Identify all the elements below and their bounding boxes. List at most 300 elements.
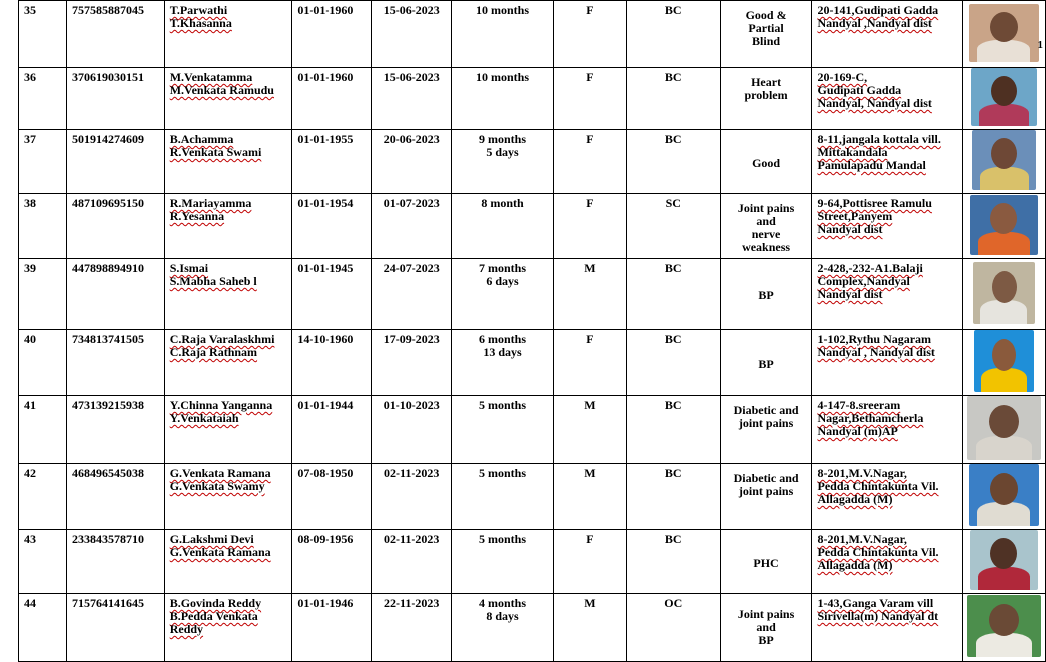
health-cell: [720, 68, 812, 130]
name-cell: [164, 1, 292, 68]
beneficiary-name-text: Y.Chinna Yanganna: [169, 398, 273, 412]
address-line-text: Allagadda (M): [817, 558, 893, 572]
admission-date: 22-11-2023: [384, 596, 440, 610]
beneficiary-photo: [970, 195, 1038, 255]
category-cell: [626, 530, 720, 594]
date-of-birth: 14-10-1960: [297, 332, 354, 346]
photo-cell: [963, 530, 1046, 594]
photo-cell: [963, 464, 1046, 530]
id-number: 447898894910: [72, 261, 145, 275]
duration-cell: [452, 396, 554, 464]
serial-cell: [19, 464, 67, 530]
duration-cell: [452, 194, 554, 259]
gender: F: [586, 532, 594, 546]
id-number: 473139215938: [72, 398, 145, 412]
address-line-text: 20-141,Gudipati Gadda: [817, 3, 939, 17]
date-cell: [372, 130, 452, 194]
gender-cell: [553, 396, 626, 464]
id-cell: [67, 330, 165, 396]
category-cell: [626, 396, 720, 464]
name-cell: [164, 68, 292, 130]
gender-cell: [553, 1, 626, 68]
photo-body: [978, 567, 1030, 590]
beneficiary-photo: [971, 68, 1037, 126]
health-line: Heart: [751, 75, 782, 89]
address-line-text: Mittakandala: [817, 145, 888, 159]
name-cell: [164, 464, 292, 530]
dob-cell: [292, 68, 372, 130]
guardian-name-text: M.Venkata Ramudu: [169, 83, 274, 97]
beneficiary-name-text: B.Achamma: [169, 132, 234, 146]
date-of-birth: 01-01-1946: [297, 596, 354, 610]
id-cell: [67, 194, 165, 259]
table-row: [19, 396, 1046, 464]
name-cell: [164, 330, 292, 396]
admission-date: 01-07-2023: [383, 196, 440, 210]
id-cell: [67, 259, 165, 330]
address-line: [817, 223, 957, 236]
dob-cell: [292, 530, 372, 594]
category: BC: [664, 398, 682, 412]
date-cell: [372, 194, 452, 259]
photo-face: [992, 271, 1017, 303]
address-line-text: Gudipati Gadda: [817, 83, 902, 97]
address-line-text: Nandyal ,Nandyal dist: [817, 16, 932, 30]
health-line: Partial: [748, 21, 784, 35]
photo-cell: [963, 68, 1046, 130]
date-of-birth: 01-01-1945: [297, 261, 354, 275]
guardian-name: [170, 275, 287, 288]
admission-date: 01-10-2023: [383, 398, 440, 412]
photo-cell: [963, 1, 1046, 68]
health-line: problem: [744, 88, 788, 102]
date-cell: [372, 464, 452, 530]
serial-number: 36: [24, 70, 36, 84]
date-of-birth: 01-01-1960: [297, 3, 354, 17]
photo-face: [989, 604, 1019, 636]
guardian-name: [170, 146, 287, 159]
name-cell: [164, 530, 292, 594]
health-cell: [720, 530, 812, 594]
table-row: [19, 330, 1046, 396]
duration-line: 13 days: [483, 345, 522, 359]
beneficiary-photo: [969, 4, 1039, 62]
address-cell: [812, 259, 963, 330]
serial-cell: [19, 594, 67, 662]
gender: M: [584, 398, 596, 412]
category: BC: [664, 3, 682, 17]
beneficiary-name-text: C.Raja Varalaskhmi: [169, 332, 275, 346]
id-number: 715764141645: [72, 596, 145, 610]
photo-body: [976, 436, 1032, 460]
address-cell: [812, 594, 963, 662]
gender: F: [586, 132, 594, 146]
id-number: 370619030151: [72, 70, 145, 84]
date-of-birth: 01-01-1944: [297, 398, 354, 412]
photo-face: [992, 339, 1016, 371]
guardian-name: [170, 17, 287, 30]
photo-cell: [963, 259, 1046, 330]
photo-body: [977, 40, 1030, 62]
serial-number: 38: [24, 196, 36, 210]
photo-cell: [963, 396, 1046, 464]
address-line-text: 2-428,-232-A1.Balaji: [817, 261, 923, 275]
gender: F: [586, 196, 594, 210]
category-cell: [626, 1, 720, 68]
address-line-text: 1-43,Ganga Varam vill: [817, 596, 934, 610]
photo-cell: [963, 330, 1046, 396]
health-line: Diabetic and: [733, 471, 799, 485]
serial-cell: [19, 259, 67, 330]
photo-body: [980, 300, 1027, 324]
beneficiary-name-text: T.Parwathi: [169, 3, 228, 17]
photo-face: [989, 405, 1019, 438]
admission-date: 02-11-2023: [384, 532, 440, 546]
date-of-birth: 01-01-1954: [297, 196, 354, 210]
photo-body: [977, 502, 1030, 526]
gender-cell: [553, 194, 626, 259]
health-cell: [720, 1, 812, 68]
serial-cell: [19, 130, 67, 194]
id-number: 468496545038: [72, 466, 145, 480]
photo-cell: [963, 194, 1046, 259]
duration-cell: [452, 594, 554, 662]
date-of-birth: 07-08-1950: [297, 466, 354, 480]
duration-line: 7 months: [479, 261, 527, 275]
address-line-text: 9-64,Pottisree Ramulu: [817, 196, 932, 210]
id-number: 501914274609: [72, 132, 145, 146]
address-line-text: Nandyal , Nandyal dist: [817, 345, 935, 359]
address-line-text: Nagar,Bethamcherla: [817, 411, 924, 425]
address-line-text: 8-201,M.V.Nagar,: [817, 532, 907, 546]
address-cell: [812, 530, 963, 594]
id-number: 734813741505: [72, 332, 145, 346]
id-cell: [67, 594, 165, 662]
gender-cell: [553, 330, 626, 396]
category: BC: [664, 70, 682, 84]
duration-line: 10 months: [476, 70, 530, 84]
duration-line: 9 months: [479, 132, 527, 146]
duration-cell: [452, 130, 554, 194]
admission-date: 15-06-2023: [383, 3, 440, 17]
dob-cell: [292, 396, 372, 464]
beneficiary-table: [18, 0, 1046, 662]
page-number-mark: 1: [1037, 39, 1043, 51]
health-line: joint pains: [738, 484, 794, 498]
photo-face: [991, 138, 1017, 169]
date-cell: [372, 259, 452, 330]
duration-line: 5 months: [479, 466, 527, 480]
gender-cell: [553, 464, 626, 530]
guardian-name-text: T.Khasanna: [169, 16, 232, 30]
health-line: Diabetic and: [733, 403, 799, 417]
serial-cell: [19, 530, 67, 594]
beneficiary-photo: [970, 530, 1038, 590]
guardian-name-text: Y.Venkataiah: [169, 411, 239, 425]
address-line-text: 1-102,Rythu Nagaram: [817, 332, 932, 346]
dob-cell: [292, 594, 372, 662]
beneficiary-name-text: R.Mariayamma: [169, 196, 252, 210]
admission-date: 17-09-2023: [383, 332, 440, 346]
table-row: [19, 464, 1046, 530]
name-cell: [164, 396, 292, 464]
table-row: [19, 130, 1046, 194]
name-cell: [164, 259, 292, 330]
duration-cell: [452, 330, 554, 396]
duration-line: 6 days: [486, 274, 519, 288]
date-cell: [372, 594, 452, 662]
guardian-name: [170, 84, 287, 97]
name-cell: [164, 130, 292, 194]
date-of-birth: 01-01-1960: [297, 70, 354, 84]
date-cell: [372, 1, 452, 68]
category: OC: [664, 596, 683, 610]
guardian-name-text: G.Venkata Swamy: [169, 479, 265, 493]
address-cell: [812, 68, 963, 130]
dob-cell: [292, 1, 372, 68]
guardian-name: [170, 610, 287, 636]
admission-date: 20-06-2023: [383, 132, 440, 146]
address-cell: [812, 464, 963, 530]
admission-date: 02-11-2023: [384, 466, 440, 480]
category: BC: [664, 261, 682, 275]
guardian-name: [170, 346, 287, 359]
address-line: [817, 559, 957, 572]
duration-line: 10 months: [476, 3, 530, 17]
table-row: [19, 594, 1046, 662]
duration-cell: [452, 1, 554, 68]
beneficiary-photo: [972, 130, 1036, 190]
address-cell: [812, 396, 963, 464]
photo-body: [981, 368, 1027, 392]
photo-face: [990, 12, 1018, 42]
gender-cell: [553, 130, 626, 194]
category: BC: [664, 132, 682, 146]
category-cell: [626, 330, 720, 396]
id-number: 757585887045: [72, 3, 145, 17]
name-cell: [164, 194, 292, 259]
category: BC: [664, 532, 682, 546]
duration-line: 5 months: [479, 398, 527, 412]
beneficiary-name-text: S.Ismai: [169, 261, 209, 275]
address-line-text: Sirivella(m) Nandyal dt: [817, 609, 939, 623]
date-of-birth: 08-09-1956: [297, 532, 354, 546]
guardian-name: [170, 412, 287, 425]
id-cell: [67, 396, 165, 464]
category-cell: [626, 464, 720, 530]
serial-cell: [19, 194, 67, 259]
id-cell: [67, 464, 165, 530]
category: BC: [664, 466, 682, 480]
photo-body: [979, 104, 1029, 126]
health-cell: [720, 130, 812, 194]
guardian-name-text: C.Raja Rathnam: [169, 345, 258, 359]
photo-body: [978, 232, 1030, 255]
health-line: nerve: [751, 227, 781, 241]
address-line-text: Pedda Chintakunta Vil.: [817, 545, 939, 559]
photo-face: [991, 76, 1017, 106]
address-line: [817, 97, 957, 110]
beneficiary-photo: [974, 330, 1034, 392]
duration-line: 5 days: [486, 145, 519, 159]
health-line: Blind: [752, 34, 781, 48]
address-line-text: Allagadda (M): [817, 492, 893, 506]
photo-body: [976, 633, 1032, 657]
address-line-text: 8-11,jangala kottala vill.: [817, 132, 941, 146]
health-line: BP: [758, 356, 774, 371]
beneficiary-name-text: B.Govinda Reddy: [169, 596, 262, 610]
health-cell: [720, 330, 812, 396]
beneficiary-name-text: M.Venkatamma: [169, 70, 253, 84]
category: BC: [664, 332, 682, 346]
duration-cell: [452, 68, 554, 130]
id-cell: [67, 68, 165, 130]
address-line-text: 8-201,M.V.Nagar,: [817, 466, 907, 480]
address-cell: [812, 130, 963, 194]
health-cell: [720, 259, 812, 330]
gender: F: [586, 3, 594, 17]
address-line-text: Nandyal, Nandyal dist: [817, 96, 932, 110]
id-cell: [67, 1, 165, 68]
address-line-text: 4-147-8.sreeram: [817, 398, 901, 412]
dob-cell: [292, 194, 372, 259]
serial-number: 35: [24, 3, 36, 17]
category-cell: [626, 68, 720, 130]
duration-line: 8 month: [481, 196, 524, 210]
health-line: and: [756, 620, 776, 634]
address-line: [817, 425, 957, 438]
gender: M: [584, 596, 596, 610]
serial-number: 43: [24, 532, 36, 546]
health-line: Joint pains: [737, 201, 795, 215]
gender-cell: [553, 259, 626, 330]
admission-date: 15-06-2023: [383, 70, 440, 84]
gender: M: [584, 466, 596, 480]
guardian-name: [170, 210, 287, 223]
address-cell: [812, 330, 963, 396]
dob-cell: [292, 130, 372, 194]
serial-number: 44: [24, 596, 36, 610]
date-cell: [372, 530, 452, 594]
category-cell: [626, 594, 720, 662]
duration-cell: [452, 464, 554, 530]
beneficiary-photo: [969, 464, 1039, 526]
address-line: [817, 288, 957, 301]
category: SC: [665, 196, 681, 210]
address-line-text: Nandyal dist: [817, 287, 883, 301]
gender: F: [586, 70, 594, 84]
date-cell: [372, 396, 452, 464]
serial-number: 37: [24, 132, 36, 146]
serial-cell: [19, 330, 67, 396]
serial-number: 39: [24, 261, 36, 275]
guardian-name-text: R.Yesanna: [169, 209, 225, 223]
duration-line: 6 months: [479, 332, 527, 346]
photo-face: [990, 203, 1017, 234]
gender-cell: [553, 594, 626, 662]
duration-line: 8 days: [486, 609, 519, 623]
health-line: joint pains: [738, 416, 794, 430]
health-line: Good: [752, 155, 781, 170]
guardian-name-text: S.Mabha Saheb l: [169, 274, 257, 288]
id-number: 487109695150: [72, 196, 145, 210]
serial-cell: [19, 1, 67, 68]
dob-cell: [292, 330, 372, 396]
category-cell: [626, 194, 720, 259]
health-line: and: [756, 214, 776, 228]
admission-date: 24-07-2023: [383, 261, 440, 275]
duration-cell: [452, 259, 554, 330]
beneficiary-name-text: G.Venkata Ramana: [169, 466, 271, 480]
id-cell: [67, 130, 165, 194]
address-cell: [812, 1, 963, 68]
serial-number: 42: [24, 466, 36, 480]
table-row: [19, 259, 1046, 330]
address-line-text: Complex,Nandyal: [817, 274, 910, 288]
address-line: [817, 610, 957, 623]
dob-cell: [292, 259, 372, 330]
address-line: [817, 17, 957, 30]
photo-face: [990, 473, 1018, 505]
date-cell: [372, 68, 452, 130]
serial-number: 41: [24, 398, 36, 412]
health-line: BP: [758, 288, 774, 302]
health-cell: [720, 464, 812, 530]
address-line-text: Pedda Chintakunta Vil.: [817, 479, 939, 493]
address-cell: [812, 194, 963, 259]
serial-number: 40: [24, 332, 36, 346]
address-line-text: Street,Panyem: [817, 209, 893, 223]
beneficiary-photo: [967, 396, 1041, 460]
table-row: [19, 194, 1046, 259]
photo-body: [980, 167, 1029, 190]
beneficiary-photo: [967, 595, 1041, 657]
name-cell: [164, 594, 292, 662]
serial-cell: [19, 396, 67, 464]
guardian-name: [170, 480, 287, 493]
guardian-name-text: R.Venkata Swami: [169, 145, 262, 159]
date-cell: [372, 330, 452, 396]
table-row: [19, 1, 1046, 68]
health-cell: [720, 194, 812, 259]
category-cell: [626, 130, 720, 194]
address-line-text: Pamulapadu Mandal: [817, 158, 926, 172]
id-cell: [67, 530, 165, 594]
dob-cell: [292, 464, 372, 530]
table-row: [19, 530, 1046, 594]
photo-cell: [963, 130, 1046, 194]
table-row: [19, 68, 1046, 130]
gender-cell: [553, 530, 626, 594]
photo-face: [990, 538, 1017, 569]
photo-cell: [963, 594, 1046, 662]
address-line-text: Nandyal (m)AP: [817, 424, 898, 438]
guardian-name-text: G.Venkata Ramana: [169, 545, 271, 559]
health-cell: [720, 594, 812, 662]
date-of-birth: 01-01-1955: [297, 132, 354, 146]
health-cell: [720, 396, 812, 464]
category-cell: [626, 259, 720, 330]
guardian-name: [170, 546, 287, 559]
serial-cell: [19, 68, 67, 130]
beneficiary-name-text: G.Lakshmi Devi: [169, 532, 254, 546]
health-line: BP: [758, 633, 774, 647]
health-line: PHC: [753, 555, 779, 570]
guardian-name-text: B.Pedda Venkata Reddy: [169, 609, 258, 636]
health-line: Good &: [745, 8, 787, 22]
health-line: Joint pains: [737, 607, 795, 621]
gender-cell: [553, 68, 626, 130]
